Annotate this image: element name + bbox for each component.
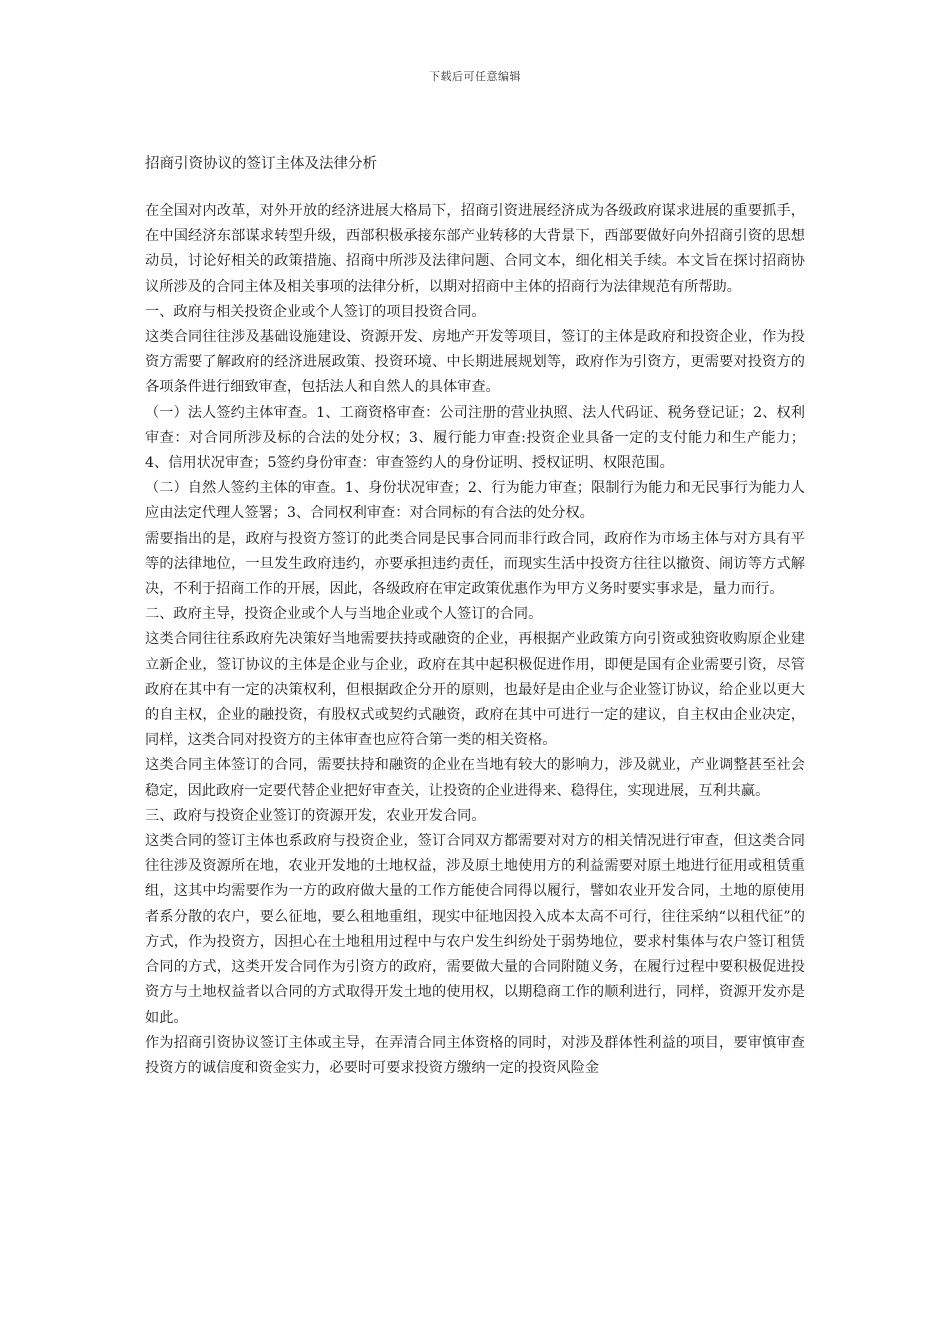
paragraph: （一）法人签约主体审查。1、工商资格审查：公司注册的营业执照、法人代码证、税务登记证；2、权利审查：对合同所涉及标的合法的处分权；3、履行能力审查:投资企业具备一定的支付能力和生产能力；4、信用状况审查；5签约身份审查：审查签约人的身份证明、授权证明、权限范围。 xyxy=(145,404,805,472)
paragraph-intro: 在全国对内改革，对外开放的经济进展大格局下，招商引资进展经济成为各级政府谋求进展的重要抓手，在中国经济东部谋求转型升级，西部积极承接东部产业转移的大背景下，西部要做好向外招商引资的思想动员，讨论好相关的政策措施、招商中所涉及法律问题、合同文本，细化相关手续。本文旨在探讨招商协议所涉及的合同主体及相关事项的法律分析，以期对招商中主体的招商行为法律规范有所帮助。 xyxy=(145,203,805,295)
paragraph: 这类合同往往涉及基础设施建设、资源开发、房地产开发等项目，签订的主体是政府和投资企业，作为投资方需要了解政府的经济进展政策、投资环境、中长期进展规划等，政府作为引资方，更需要对投资方的各项条件进行细致审查，包括法人和自然人的具体审查。 xyxy=(145,329,805,396)
paragraph: 作为招商引资协议签订主体或主导，在弄清合同主体资格的同时，对涉及群体性利益的项目，要审慎审查投资方的诚信度和资金实力，必要时可要求投资方缴纳一定的投资风险金 xyxy=(145,1034,805,1076)
paragraph: 这类合同往往系政府先决策好当地需要扶持或融资的企业，再根据产业政策方向引资或独资收购原企业建立新企业，签订协议的主体是企业与企业，政府在其中起积极促进作用，即便是国有企业需要引资，尽管政府在其中有一定的决策权利，但根据政企分开的原则，也最好是由企业与企业签订协议，给企业以更大的自主权，企业的融投资，有股权式或契约式融资，政府在其中可进行一定的建议，自主权由企业决定，同样，这类合同对投资方的主体审查也应符合第一类的相关资格。 xyxy=(145,631,805,749)
page-header: 下载后可任意编辑 xyxy=(429,70,521,83)
paragraph: 需要指出的是，政府与投资方签订的此类合同是民事合同而非行政合同，政府作为市场主体与对方具有平等的法律地位，一旦发生政府违约，亦要承担违约责任，而现实生活中投资方往往以撤资、闹访等方式解决，不利于招商工作的开展，因此，各级政府在审定政策优惠作为甲方义务时要实事求是，量力而行。 xyxy=(145,530,805,598)
document-title: 招商引资协议的签订主体及法律分析 xyxy=(145,156,377,172)
document-body xyxy=(145,199,805,1081)
section-heading-1: 一、政府与相关投资企业或个人签订的项目投资合同。 xyxy=(145,303,486,320)
paragraph: 这类合同的签订主体也系政府与投资企业，签订合同双方都需要对对方的相关情况进行审查，但这类合同往往涉及资源所在地，农业开发地的土地权益，涉及原土地使用方的利益需要对原土地进行征用或租赁重组，这其中均需要作为一方的政府做大量的工作方能使合同得以履行，譬如农业开发合同，土地的原使用者系分散的农户，要么征地，要么租地重组，现实中征地因投入成本太高不可行，往往采纳“以租代征”的方式，作为投资方，因担心在土地租用过程中与农户发生纠纷处于弱势地位，要求村集体与农户签订租赁合同的方式，这类开发合同作为引资方的政府，需要做大量的合同附随义务，在履行过程中要积极促进投资方与土地权益者以合同的方式取得开发土地的使用权，以期稳商工作的顺利进行，同样，资源开发亦是如此。 xyxy=(145,833,805,1026)
section-heading-3: 三、政府与投资企业签订的资源开发，农业开发合同。 xyxy=(145,807,486,824)
paragraph: 这类合同主体签订的合同，需要扶持和融资的企业在当地有较大的影响力，涉及就业，产业调整甚至社会稳定，因此政府一定要代替企业把好审查关，让投资的企业进得来、稳得住，实现进展，互利共赢。 xyxy=(145,757,805,799)
paragraph: （二）自然人签约主体的审查。1、身份状况审查；2、行为能力审查；限制行为能力和无民事行为能力人应由法定代理人签署；3、合同权利审查：对合同标的有合法的处分权。 xyxy=(145,480,805,522)
section-heading-2: 二、政府主导，投资企业或个人与当地企业或个人签订的合同。 xyxy=(145,606,543,623)
